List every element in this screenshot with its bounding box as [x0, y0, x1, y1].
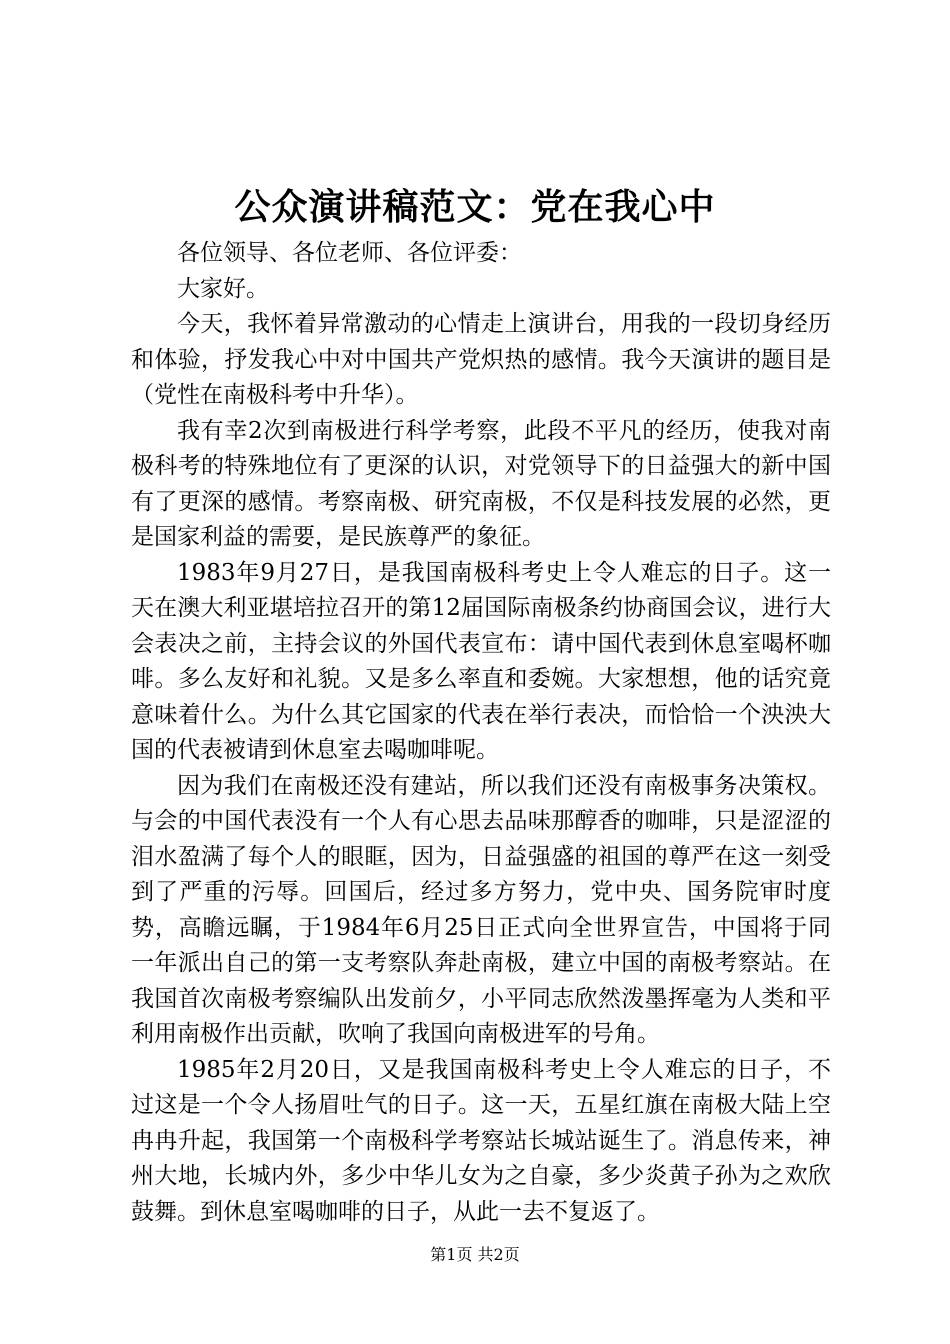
- greeting: 大家好。: [177, 275, 269, 302]
- body-paragraph: 因为我们在南极还没有建站，所以我们还没有南极事务决策权。与会的中国代表没有一个人有心思去品味那醇香的咖啡，只是涩涩的泪水盈满了每个人的眼眶，因为，日益强盛的祖国的尊严在这一刻受到了严重的污辱。回国后，经过多方努力，党中央、国务院审时度势，高瞻远瞩，于1984年6月25日正式向全世界宣告，中国将于同一年派出自己的第一支考察队奔赴南极，建立中国的南极考察站。在我国首次南极考察编队出发前夕，小平同志欣然泼墨挥毫为人类和平利用南极作出贡献，吹响了我国向南极进军的号角。: [131, 772, 831, 1047]
- body-paragraph: 1985年2月20日，又是我国南极科考史上令人难忘的日子，不过这是一个令人扬眉吐气的日子。这一天，五星红旗在南极大陆上空冉冉升起，我国第一个南极科学考察站长城站诞生了。消息传来，神州大地，长城内外，多少中华儿女为之自豪，多少炎黄子孙为之欢欣鼓舞。到休息室喝咖啡的日子，从此一去不复返了。: [131, 1056, 831, 1225]
- document-body: [131, 236, 831, 1230]
- document-title: 公众演讲稿范文：党在我心中: [234, 186, 716, 228]
- page-number: 第1页 共2页: [430, 1245, 520, 1264]
- salutation: 各位领导、各位老师、各位评委：: [177, 240, 522, 266]
- body-paragraph: 今天，我怀着异常激动的心情走上演讲台，用我的一段切身经历和体验，抒发我心中对中国共产党炽热的感情。我今天演讲的题目是（党性在南极科考中升华）。: [131, 311, 831, 408]
- body-paragraph: 我有幸2次到南极进行科学考察，此段不平凡的经历，使我对南极科考的特殊地位有了更深的认识，对党领导下的日益强大的新中国有了更深的感情。考察南极、研究南极，不仅是科技发展的必然，更是国家利益的需要，是民族尊严的象征。: [131, 417, 831, 550]
- body-paragraph: 1983年9月27日，是我国南极科考史上令人难忘的日子。这一天在澳大利亚堪培拉召开的第12届国际南极条约协商国会议，进行大会表决之前，主持会议的外国代表宣布：请中国代表到休息室喝杯咖啡。多么友好和礼貌。又是多么率直和委婉。大家想想，他的话究竟意味着什么。为什么其它国家的代表在举行表决，而恰恰一个泱泱大国的代表被请到休息室去喝咖啡呢。: [131, 559, 831, 763]
